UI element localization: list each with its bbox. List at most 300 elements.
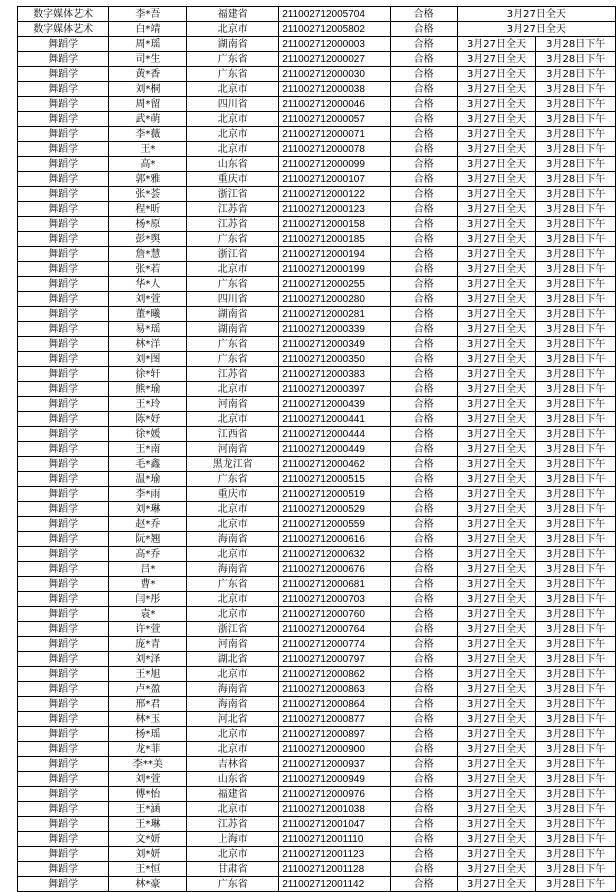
province-cell: 浙江省 bbox=[187, 187, 279, 202]
date1-cell: 3月27日全天 bbox=[457, 367, 536, 382]
date2-cell: 3月28日下午 bbox=[536, 37, 616, 52]
exam-id-cell: 211002712000764 bbox=[279, 622, 390, 637]
date1-cell: 3月27日全天 bbox=[457, 832, 536, 847]
province-cell: 广东省 bbox=[187, 52, 279, 67]
exam-id-cell: 211002712000057 bbox=[279, 112, 390, 127]
province-cell: 北京市 bbox=[187, 517, 279, 532]
name-cell: 王*南 bbox=[109, 442, 187, 457]
result-cell: 合格 bbox=[390, 427, 457, 442]
exam-id-cell: 211002712000030 bbox=[279, 67, 390, 82]
exam-id-cell: 211002712000038 bbox=[279, 82, 390, 97]
province-cell: 广东省 bbox=[187, 337, 279, 352]
result-cell: 合格 bbox=[390, 22, 457, 37]
table-row bbox=[18, 622, 616, 637]
date2-cell: 3月28日下午 bbox=[536, 532, 616, 547]
result-cell: 合格 bbox=[390, 202, 457, 217]
name-cell: 周*留 bbox=[109, 97, 187, 112]
date1-cell: 3月27日全天 bbox=[457, 487, 536, 502]
date2-cell: 3月28日下午 bbox=[536, 157, 616, 172]
major-cell: 舞蹈学 bbox=[18, 532, 109, 547]
major-cell: 舞蹈学 bbox=[18, 67, 109, 82]
date1-cell: 3月27日全天 bbox=[457, 247, 536, 262]
name-cell: 林*豪 bbox=[109, 877, 187, 892]
table-row bbox=[18, 667, 616, 682]
major-cell: 舞蹈学 bbox=[18, 322, 109, 337]
name-cell: 卢*盈 bbox=[109, 682, 187, 697]
date1-cell: 3月27日全天 bbox=[457, 322, 536, 337]
exam-id-cell: 211002712000123 bbox=[279, 202, 390, 217]
date1-cell: 3月27日全天 bbox=[457, 112, 536, 127]
major-cell: 舞蹈学 bbox=[18, 577, 109, 592]
date2-cell: 3月28日下午 bbox=[536, 772, 616, 787]
date1-cell: 3月27日全天 bbox=[457, 277, 536, 292]
date1-cell: 3月27日全天 bbox=[457, 262, 536, 277]
table-row bbox=[18, 262, 616, 277]
date2-cell: 3月28日下午 bbox=[536, 352, 616, 367]
province-cell: 北京市 bbox=[187, 742, 279, 757]
major-cell: 舞蹈学 bbox=[18, 202, 109, 217]
province-cell: 甘肃省 bbox=[187, 862, 279, 877]
result-cell: 合格 bbox=[390, 622, 457, 637]
result-cell: 合格 bbox=[390, 832, 457, 847]
date2-cell: 3月28日下午 bbox=[536, 562, 616, 577]
province-cell: 北京市 bbox=[187, 847, 279, 862]
exam-id-cell: 211002712005704 bbox=[279, 7, 390, 22]
major-cell: 舞蹈学 bbox=[18, 277, 109, 292]
name-cell: 刘*萱 bbox=[109, 772, 187, 787]
exam-id-cell: 211002712000194 bbox=[279, 247, 390, 262]
exam-id-cell: 211002712000255 bbox=[279, 277, 390, 292]
name-cell: 董*曦 bbox=[109, 307, 187, 322]
date2-cell: 3月28日下午 bbox=[536, 517, 616, 532]
name-cell: 陈*妤 bbox=[109, 412, 187, 427]
date1-cell: 3月27日全天 bbox=[457, 37, 536, 52]
exam-id-cell: 211002712000339 bbox=[279, 322, 390, 337]
date2-cell: 3月28日下午 bbox=[536, 217, 616, 232]
exam-id-cell: 211002712000703 bbox=[279, 592, 390, 607]
result-cell: 合格 bbox=[390, 802, 457, 817]
result-cell: 合格 bbox=[390, 667, 457, 682]
province-cell: 广东省 bbox=[187, 352, 279, 367]
date1-cell: 3月27日全天 bbox=[457, 817, 536, 832]
name-cell: 刘*妍 bbox=[109, 847, 187, 862]
result-cell: 合格 bbox=[390, 712, 457, 727]
province-cell: 山东省 bbox=[187, 772, 279, 787]
table-row bbox=[18, 487, 616, 502]
province-cell: 湖南省 bbox=[187, 307, 279, 322]
date2-cell: 3月28日下午 bbox=[536, 727, 616, 742]
major-cell: 舞蹈学 bbox=[18, 487, 109, 502]
province-cell: 浙江省 bbox=[187, 622, 279, 637]
major-cell: 舞蹈学 bbox=[18, 97, 109, 112]
date1-cell: 3月27日全天 bbox=[457, 352, 536, 367]
date2-cell: 3月28日下午 bbox=[536, 277, 616, 292]
name-cell: 刘*泽 bbox=[109, 652, 187, 667]
major-cell: 舞蹈学 bbox=[18, 337, 109, 352]
table-row bbox=[18, 517, 616, 532]
date2-cell: 3月28日下午 bbox=[536, 637, 616, 652]
result-cell: 合格 bbox=[390, 172, 457, 187]
name-cell: 武*萌 bbox=[109, 112, 187, 127]
exam-id-cell: 211002712000439 bbox=[279, 397, 390, 412]
province-cell: 广东省 bbox=[187, 277, 279, 292]
name-cell: 王*涵 bbox=[109, 802, 187, 817]
date2-cell: 3月28日下午 bbox=[536, 337, 616, 352]
exam-id-cell: 211002712000107 bbox=[279, 172, 390, 187]
table-row bbox=[18, 82, 616, 97]
table-row bbox=[18, 112, 616, 127]
result-cell: 合格 bbox=[390, 322, 457, 337]
province-cell: 山东省 bbox=[187, 157, 279, 172]
table-row bbox=[18, 547, 616, 562]
province-cell: 福建省 bbox=[187, 787, 279, 802]
province-cell: 海南省 bbox=[187, 532, 279, 547]
date2-cell: 3月28日下午 bbox=[536, 322, 616, 337]
date2-cell: 3月28日下午 bbox=[536, 247, 616, 262]
date1-cell: 3月27日全天 bbox=[457, 667, 536, 682]
exam-id-cell: 211002712000632 bbox=[279, 547, 390, 562]
table-row bbox=[18, 142, 616, 157]
major-cell: 舞蹈学 bbox=[18, 727, 109, 742]
result-cell: 合格 bbox=[390, 562, 457, 577]
result-cell: 合格 bbox=[390, 457, 457, 472]
exam-id-cell: 211002712000529 bbox=[279, 502, 390, 517]
name-cell: 李*吾 bbox=[109, 7, 187, 22]
result-cell: 合格 bbox=[390, 607, 457, 622]
province-cell: 上海市 bbox=[187, 832, 279, 847]
table-row bbox=[18, 397, 616, 412]
date1-cell: 3月27日全天 bbox=[457, 577, 536, 592]
date2-cell: 3月28日下午 bbox=[536, 487, 616, 502]
date1-cell: 3月27日全天 bbox=[457, 787, 536, 802]
date2-cell: 3月28日下午 bbox=[536, 832, 616, 847]
result-cell: 合格 bbox=[390, 727, 457, 742]
table-row bbox=[18, 322, 616, 337]
date2-cell: 3月28日下午 bbox=[536, 547, 616, 562]
major-cell: 舞蹈学 bbox=[18, 472, 109, 487]
name-cell: 程*昕 bbox=[109, 202, 187, 217]
result-cell: 合格 bbox=[390, 772, 457, 787]
date2-cell: 3月28日下午 bbox=[536, 757, 616, 772]
province-cell: 广东省 bbox=[187, 877, 279, 892]
exam-id-cell: 211002712000862 bbox=[279, 667, 390, 682]
exam-id-cell: 211002712000519 bbox=[279, 487, 390, 502]
major-cell: 舞蹈学 bbox=[18, 157, 109, 172]
date1-cell: 3月27日全天 bbox=[457, 52, 536, 67]
major-cell: 舞蹈学 bbox=[18, 367, 109, 382]
province-cell: 黑龙江省 bbox=[187, 457, 279, 472]
name-cell: 郭*雅 bbox=[109, 172, 187, 187]
major-cell: 舞蹈学 bbox=[18, 217, 109, 232]
table-row bbox=[18, 562, 616, 577]
province-cell: 吉林省 bbox=[187, 757, 279, 772]
table-row bbox=[18, 532, 616, 547]
major-cell: 舞蹈学 bbox=[18, 397, 109, 412]
major-cell: 舞蹈学 bbox=[18, 757, 109, 772]
major-cell: 舞蹈学 bbox=[18, 352, 109, 367]
date1-cell: 3月27日全天 bbox=[457, 502, 536, 517]
result-cell: 合格 bbox=[390, 577, 457, 592]
exam-id-cell: 211002712000760 bbox=[279, 607, 390, 622]
result-cell: 合格 bbox=[390, 352, 457, 367]
date1-cell: 3月27日全天 bbox=[457, 442, 536, 457]
result-cell: 合格 bbox=[390, 817, 457, 832]
result-cell: 合格 bbox=[390, 142, 457, 157]
province-cell: 四川省 bbox=[187, 292, 279, 307]
date2-cell: 3月28日下午 bbox=[536, 622, 616, 637]
exam-id-cell: 211002712000515 bbox=[279, 472, 390, 487]
date2-cell: 3月28日下午 bbox=[536, 382, 616, 397]
date1-cell: 3月27日全天 bbox=[457, 187, 536, 202]
date1-cell: 3月27日全天 bbox=[457, 382, 536, 397]
name-cell: 吕* bbox=[109, 562, 187, 577]
exam-id-cell: 211002712000349 bbox=[279, 337, 390, 352]
exam-id-cell: 211002712000281 bbox=[279, 307, 390, 322]
name-cell: 杨*瑶 bbox=[109, 727, 187, 742]
date1-cell: 3月27日全天 bbox=[457, 457, 536, 472]
name-cell: 詹*慧 bbox=[109, 247, 187, 262]
province-cell: 北京市 bbox=[187, 142, 279, 157]
date1-cell: 3月27日全天 bbox=[457, 217, 536, 232]
date1-cell: 3月27日全天 bbox=[457, 607, 536, 622]
major-cell: 舞蹈学 bbox=[18, 142, 109, 157]
major-cell: 数字媒体艺术 bbox=[18, 22, 109, 37]
province-cell: 广东省 bbox=[187, 577, 279, 592]
result-cell: 合格 bbox=[390, 877, 457, 892]
province-cell: 北京市 bbox=[187, 727, 279, 742]
name-cell: 王*玲 bbox=[109, 397, 187, 412]
table-row bbox=[18, 37, 616, 52]
date1-cell: 3月27日全天 bbox=[457, 712, 536, 727]
date1-cell: 3月27日全天 bbox=[457, 142, 536, 157]
date1-cell: 3月27日全天 bbox=[457, 637, 536, 652]
date2-cell: 3月28日下午 bbox=[536, 817, 616, 832]
table-row bbox=[18, 652, 616, 667]
date1-cell: 3月27日全天 bbox=[457, 517, 536, 532]
date2-cell: 3月28日下午 bbox=[536, 127, 616, 142]
province-cell: 四川省 bbox=[187, 97, 279, 112]
date1-cell: 3月27日全天 bbox=[457, 67, 536, 82]
name-cell: 刘*图 bbox=[109, 352, 187, 367]
name-cell: 高*乔 bbox=[109, 547, 187, 562]
date2-cell: 3月28日下午 bbox=[536, 82, 616, 97]
table-row bbox=[18, 682, 616, 697]
table-row bbox=[18, 22, 616, 37]
table-row bbox=[18, 7, 616, 22]
result-cell: 合格 bbox=[390, 112, 457, 127]
name-cell: 许*萱 bbox=[109, 622, 187, 637]
major-cell: 舞蹈学 bbox=[18, 592, 109, 607]
province-cell: 北京市 bbox=[187, 262, 279, 277]
exam-id-cell: 211002712000864 bbox=[279, 697, 390, 712]
date1-cell: 3月27日全天 bbox=[457, 682, 536, 697]
table-row bbox=[18, 712, 616, 727]
date2-cell: 3月28日下午 bbox=[536, 877, 616, 892]
major-cell: 舞蹈学 bbox=[18, 517, 109, 532]
province-cell: 江西省 bbox=[187, 427, 279, 442]
major-cell: 舞蹈学 bbox=[18, 607, 109, 622]
table-row bbox=[18, 787, 616, 802]
exam-id-cell: 211002712000280 bbox=[279, 292, 390, 307]
name-cell: 周*瑶 bbox=[109, 37, 187, 52]
province-cell: 河南省 bbox=[187, 637, 279, 652]
name-cell: 高* bbox=[109, 157, 187, 172]
province-cell: 重庆市 bbox=[187, 172, 279, 187]
name-cell: 庞*青 bbox=[109, 637, 187, 652]
table-row bbox=[18, 862, 616, 877]
date1-cell: 3月27日全天 bbox=[457, 232, 536, 247]
result-cell: 合格 bbox=[390, 52, 457, 67]
date2-cell: 3月28日下午 bbox=[536, 172, 616, 187]
table-row bbox=[18, 292, 616, 307]
major-cell: 舞蹈学 bbox=[18, 622, 109, 637]
exam-id-cell: 211002712000937 bbox=[279, 757, 390, 772]
major-cell: 数字媒体艺术 bbox=[18, 7, 109, 22]
province-cell: 广东省 bbox=[187, 67, 279, 82]
major-cell: 舞蹈学 bbox=[18, 382, 109, 397]
table-row bbox=[18, 427, 616, 442]
province-cell: 北京市 bbox=[187, 82, 279, 97]
name-cell: 邢*君 bbox=[109, 697, 187, 712]
major-cell: 舞蹈学 bbox=[18, 562, 109, 577]
date1-cell: 3月27日全天 bbox=[457, 82, 536, 97]
date2-cell: 3月28日下午 bbox=[536, 667, 616, 682]
date2-cell: 3月28日下午 bbox=[536, 847, 616, 862]
exam-id-cell: 211002712000383 bbox=[279, 367, 390, 382]
exam-id-cell: 211002712000027 bbox=[279, 52, 390, 67]
exam-id-cell: 211002712000616 bbox=[279, 532, 390, 547]
major-cell: 舞蹈学 bbox=[18, 712, 109, 727]
date1-cell: 3月27日全天 bbox=[457, 532, 536, 547]
date2-cell: 3月28日下午 bbox=[536, 232, 616, 247]
province-cell: 江苏省 bbox=[187, 817, 279, 832]
name-cell: 王*旭 bbox=[109, 667, 187, 682]
major-cell: 舞蹈学 bbox=[18, 877, 109, 892]
table-row bbox=[18, 577, 616, 592]
major-cell: 舞蹈学 bbox=[18, 127, 109, 142]
date1-cell: 3月27日全天 bbox=[457, 337, 536, 352]
table-row bbox=[18, 457, 616, 472]
name-cell: 龙*菲 bbox=[109, 742, 187, 757]
exam-id-cell: 211002712001047 bbox=[279, 817, 390, 832]
result-cell: 合格 bbox=[390, 517, 457, 532]
table-row bbox=[18, 127, 616, 142]
result-cell: 合格 bbox=[390, 277, 457, 292]
name-cell: 阮*翘 bbox=[109, 532, 187, 547]
name-cell: 王* bbox=[109, 142, 187, 157]
result-cell: 合格 bbox=[390, 472, 457, 487]
name-cell: 彭*舆 bbox=[109, 232, 187, 247]
date2-cell: 3月28日下午 bbox=[536, 67, 616, 82]
exam-id-cell: 211002712001110 bbox=[279, 832, 390, 847]
exam-id-cell: 211002712000976 bbox=[279, 787, 390, 802]
date1-cell: 3月27日全天 bbox=[457, 592, 536, 607]
province-cell: 北京市 bbox=[187, 667, 279, 682]
table-row bbox=[18, 172, 616, 187]
date2-cell: 3月28日下午 bbox=[536, 742, 616, 757]
table-row bbox=[18, 67, 616, 82]
name-cell: 林*洋 bbox=[109, 337, 187, 352]
date1-cell: 3月27日全天 bbox=[457, 157, 536, 172]
name-cell: 杨*原 bbox=[109, 217, 187, 232]
name-cell: 刘*萱 bbox=[109, 292, 187, 307]
date1-cell: 3月27日全天 bbox=[457, 7, 615, 22]
result-cell: 合格 bbox=[390, 382, 457, 397]
date2-cell: 3月28日下午 bbox=[536, 142, 616, 157]
name-cell: 刘*琳 bbox=[109, 502, 187, 517]
exam-id-cell: 211002712000078 bbox=[279, 142, 390, 157]
exam-id-cell: 211002712000462 bbox=[279, 457, 390, 472]
name-cell: 袁* bbox=[109, 607, 187, 622]
date1-cell: 3月27日全天 bbox=[457, 547, 536, 562]
result-cell: 合格 bbox=[390, 637, 457, 652]
result-cell: 合格 bbox=[390, 682, 457, 697]
date1-cell: 3月27日全天 bbox=[457, 742, 536, 757]
table-row bbox=[18, 412, 616, 427]
major-cell: 舞蹈学 bbox=[18, 787, 109, 802]
result-cell: 合格 bbox=[390, 37, 457, 52]
exam-id-cell: 211002712001128 bbox=[279, 862, 390, 877]
major-cell: 舞蹈学 bbox=[18, 652, 109, 667]
table-row bbox=[18, 97, 616, 112]
table-row bbox=[18, 202, 616, 217]
result-cell: 合格 bbox=[390, 337, 457, 352]
date1-cell: 3月27日全天 bbox=[457, 412, 536, 427]
province-cell: 河南省 bbox=[187, 442, 279, 457]
major-cell: 舞蹈学 bbox=[18, 442, 109, 457]
table-row bbox=[18, 727, 616, 742]
province-cell: 北京市 bbox=[187, 127, 279, 142]
table-row bbox=[18, 352, 616, 367]
date2-cell: 3月28日下午 bbox=[536, 97, 616, 112]
exam-id-cell: 211002712000877 bbox=[279, 712, 390, 727]
province-cell: 海南省 bbox=[187, 682, 279, 697]
result-cell: 合格 bbox=[390, 487, 457, 502]
date2-cell: 3月28日下午 bbox=[536, 652, 616, 667]
exam-id-cell: 211002712000158 bbox=[279, 217, 390, 232]
name-cell: 王*琳 bbox=[109, 817, 187, 832]
name-cell: 温*瑜 bbox=[109, 472, 187, 487]
major-cell: 舞蹈学 bbox=[18, 832, 109, 847]
date2-cell: 3月28日下午 bbox=[536, 577, 616, 592]
result-cell: 合格 bbox=[390, 262, 457, 277]
result-cell: 合格 bbox=[390, 397, 457, 412]
major-cell: 舞蹈学 bbox=[18, 637, 109, 652]
result-cell: 合格 bbox=[390, 412, 457, 427]
major-cell: 舞蹈学 bbox=[18, 307, 109, 322]
name-cell: 张*荟 bbox=[109, 187, 187, 202]
name-cell: 文*妍 bbox=[109, 832, 187, 847]
table-row bbox=[18, 442, 616, 457]
table-row bbox=[18, 772, 616, 787]
exam-id-cell: 211002712000774 bbox=[279, 637, 390, 652]
exam-id-cell: 211002712001123 bbox=[279, 847, 390, 862]
exam-id-cell: 211002712000949 bbox=[279, 772, 390, 787]
exam-id-cell: 211002712000003 bbox=[279, 37, 390, 52]
date2-cell: 3月28日下午 bbox=[536, 202, 616, 217]
date1-cell: 3月27日全天 bbox=[457, 772, 536, 787]
major-cell: 舞蹈学 bbox=[18, 502, 109, 517]
date2-cell: 3月28日下午 bbox=[536, 472, 616, 487]
date2-cell: 3月28日下午 bbox=[536, 712, 616, 727]
date2-cell: 3月28日下午 bbox=[536, 682, 616, 697]
province-cell: 江苏省 bbox=[187, 367, 279, 382]
name-cell: 曹* bbox=[109, 577, 187, 592]
major-cell: 舞蹈学 bbox=[18, 247, 109, 262]
province-cell: 北京市 bbox=[187, 112, 279, 127]
province-cell: 福建省 bbox=[187, 7, 279, 22]
result-cell: 合格 bbox=[390, 757, 457, 772]
